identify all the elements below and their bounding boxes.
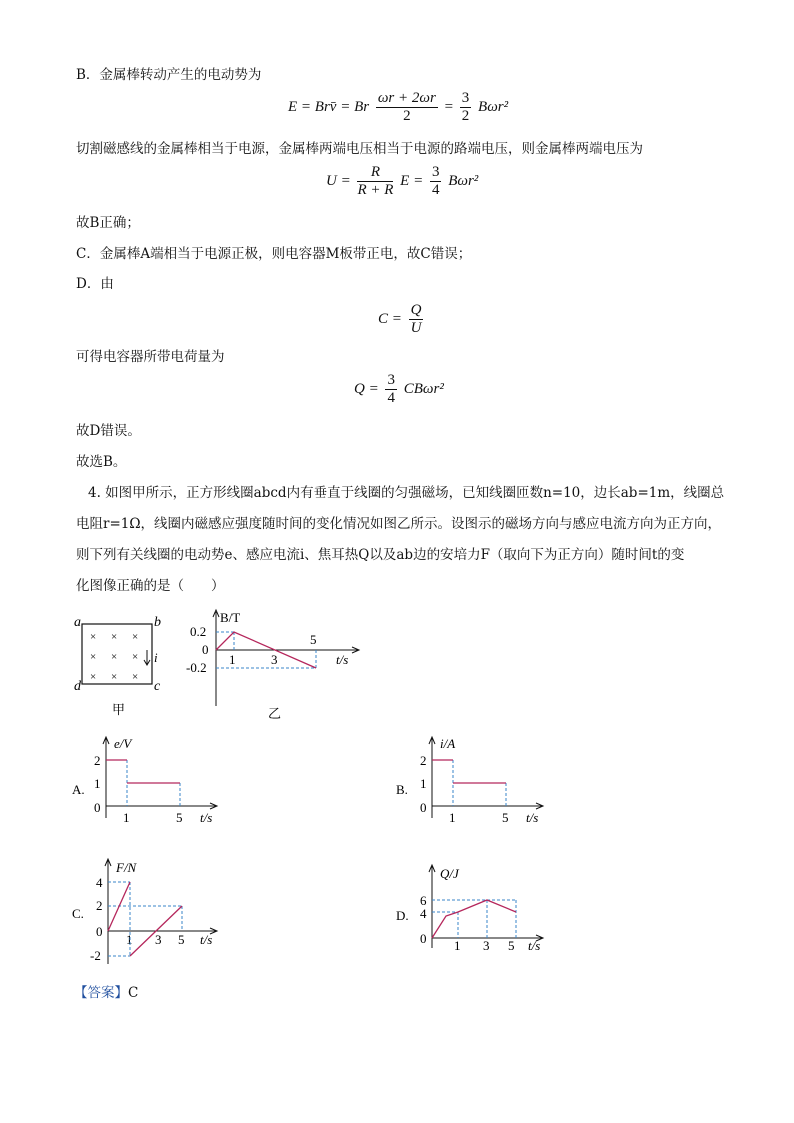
option-b-ylabel: i/A [440, 736, 456, 751]
svg-text:×: × [90, 631, 97, 643]
answer-label: 【答案】 [74, 985, 128, 1001]
option-b-xlabel: t/s [526, 810, 539, 825]
option-c-xlabel: t/s [200, 932, 213, 947]
question-4-line-3: 则下列有关线圈的电动势e、感应电流i、焦耳热Q以及ab边的安培力F（取向下为正方向）随时间t的变 [76, 547, 685, 563]
answer-line [74, 984, 138, 1002]
b-graph-xlabel: t/s [336, 652, 349, 667]
svg-text:×: × [111, 671, 118, 683]
corner-b-label: b [154, 615, 161, 630]
charge-equation: Q = $\frac{3}{4}$ CBωr² [354, 372, 444, 406]
svg-text:×: × [132, 651, 139, 663]
svg-text:×: × [132, 631, 139, 643]
option-c-ytick-0: 0 [96, 924, 103, 939]
emf-tail: Bωr² [478, 98, 509, 115]
b-graph-ytick-0: 0 [202, 642, 209, 657]
option-d-ytick-6: 6 [420, 893, 427, 908]
option-a-ytick-1: 1 [94, 776, 101, 791]
option-d-charge-line: 可得电容器所带电荷量为 [76, 349, 225, 365]
voltage-equation: U = $\frac{R}{R + R}$ E = $\frac{3}{4}$ Bωr² [326, 164, 479, 198]
option-c-label: C. [72, 906, 84, 921]
svg-text:×: × [111, 651, 118, 663]
current-label: i [154, 650, 158, 665]
charge-coefficient: $\frac{3}{4}$ [387, 372, 395, 406]
capacitance-fraction: $\frac{Q}{U}$ [410, 302, 422, 336]
option-b-cut-line: 切割磁感线的金属棒相当于电源，金属棒两端电压相当于电源的路端电压，则金属棒两端电压为 [76, 141, 643, 157]
figure-jia-caption: 甲 [112, 702, 126, 717]
option-d-xtick-5: 5 [508, 938, 515, 953]
option-d-xtick-1: 1 [454, 938, 461, 953]
voltage-fraction: $\frac{R}{R + R}$ [357, 164, 394, 198]
option-a-xlabel: t/s [200, 810, 213, 825]
capacitance-equation: C = $\frac{Q}{U}$ [378, 302, 422, 336]
option-d-ytick-4: 4 [420, 906, 427, 921]
option-b-ytick-2: 2 [420, 753, 427, 768]
option-c-ylabel: F/N [116, 860, 137, 875]
option-c-ytick-neg2: -2 [90, 948, 101, 963]
option-d-curve [432, 900, 516, 938]
option-a-xtick-1: 1 [123, 810, 130, 825]
option-d-conclusion: 故D错误。 [76, 423, 141, 439]
question-4-line-4: 化图像正确的是（ ） [76, 578, 225, 594]
option-d-intro: D．由 [76, 276, 114, 292]
option-c-line: C．金属棒A端相当于电源正极，则电容器M板带正电，故C错误； [76, 246, 472, 262]
option-b-xtick-1: 1 [449, 810, 456, 825]
magnetic-field-crosses [90, 631, 138, 683]
option-b-ytick-0: 0 [420, 800, 427, 815]
svg-text:×: × [90, 651, 97, 663]
option-b-intro: B．金属棒转动产生的电动势为 [76, 67, 262, 83]
option-a-ytick-2: 2 [94, 753, 101, 768]
option-c-xtick-5: 5 [178, 932, 185, 947]
option-d-xlabel: t/s [528, 938, 541, 953]
option-d-xtick-3: 3 [483, 938, 490, 953]
option-a-ylabel: e/V [114, 736, 132, 751]
choice-line: 故选B。 [76, 454, 127, 470]
question-4-line-2: 电阻r=1Ω，线圈内磁感应强度随时间的变化情况如图乙所示。设图示的磁场方向与感应电流方向为正方向， [76, 516, 722, 532]
emf-coefficient: $\frac{3}{2}$ [461, 90, 470, 124]
b-graph-ytick-neg0.2: -0.2 [186, 660, 207, 675]
emf-lhs: E = Brv̄ = Br [288, 98, 370, 115]
svg-text:×: × [90, 671, 97, 683]
coil-figure [70, 612, 170, 722]
option-b-label: B. [396, 782, 408, 797]
voltage-coefficient: $\frac{3}{4}$ [431, 164, 440, 198]
option-a-ytick-0: 0 [94, 800, 101, 815]
option-c-graph [66, 854, 236, 970]
question-4-line-1: 4. 如图甲所示，正方形线圈abcd内有垂直于线圈的匀强磁场，已知线圈匝数n=10，边长ab=1m，线圈总 [88, 485, 725, 501]
option-c-ytick-4: 4 [96, 875, 103, 890]
option-a-graph [66, 732, 236, 832]
b-graph-xtick-1: 1 [229, 652, 236, 667]
b-graph-xtick-5: 5 [310, 632, 317, 647]
option-c-curve-segment-1 [108, 882, 130, 931]
option-c-ytick-2: 2 [96, 898, 103, 913]
b-graph-ylabel: B/T [220, 610, 241, 625]
option-d-graph [392, 860, 562, 960]
svg-text:×: × [111, 631, 118, 643]
emf-fraction: $\frac{\omega r + 2\omega r}{2}$ [377, 90, 436, 124]
option-b-ytick-1: 1 [420, 776, 427, 791]
option-a-xtick-5: 5 [176, 810, 183, 825]
answer-value: C [128, 985, 139, 1001]
svg-text:×: × [132, 671, 139, 683]
option-c-xtick-1: 1 [126, 932, 133, 947]
option-a-label: A. [72, 782, 85, 797]
b-t-graph [182, 606, 372, 724]
figure-yi-caption: 乙 [268, 706, 282, 721]
option-c-xtick-3: 3 [155, 932, 162, 947]
emf-equation: E = Brv̄ = Br $\frac{\omega r + 2\omega r}{2}$ = $\frac{3}{2}$ Bωr² [288, 90, 509, 124]
option-b-xtick-5: 5 [502, 810, 509, 825]
option-b-graph [392, 732, 562, 832]
b-graph-ytick-0.2: 0.2 [190, 624, 207, 639]
corner-a-label: a [74, 615, 81, 630]
option-d-ytick-0: 0 [420, 931, 427, 946]
corner-c-label: c [154, 679, 161, 694]
option-d-ylabel: Q/J [440, 866, 459, 881]
b-graph-xtick-3: 3 [271, 652, 278, 667]
option-d-label: D. [396, 908, 409, 923]
option-b-conclusion: 故B正确； [76, 215, 140, 231]
corner-d-label: d [74, 679, 81, 694]
